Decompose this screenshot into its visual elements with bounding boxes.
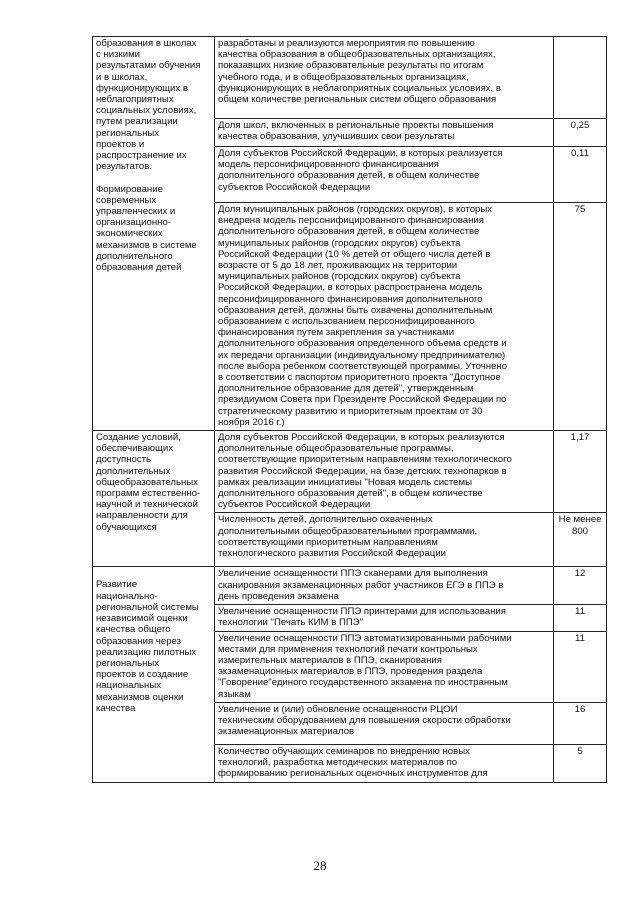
indicator-value <box>554 37 607 119</box>
section-label: образования в школах с низкими результатами обучения и в школах, функционирующих в неблагоприятных социальных условиях, путем реализации региональных проектов и распространение их результатов. Формирование современных управленческих и организационно- экономических механизмов в системе дополнительного образования детей <box>93 37 215 431</box>
indicator-text: Увеличение оснащенности ППЭ принтерами для использования технологии "Печать КИМ в ППЭ" <box>215 605 554 631</box>
indicator-text: Доля школ, включенных в региональные проекты повышения качества образования, улучшивших свои результаты <box>215 119 554 147</box>
table-row <box>93 431 607 513</box>
indicator-text: Увеличение оснащенности ППЭ автоматизированными рабочими местами для применения технологий печати контрольных измерительных материалов в ППЭ, сканирования экзаменационных материалов в ППЭ, проведения раздела "Говорение"единого государственного экзамена по иностранным языкам <box>215 631 554 702</box>
section-label: Создание условий, обеспечивающих доступность дополнительных общеобразовательных программ естественно- научной и технической направленности для обучающихся <box>93 431 215 567</box>
section-label: Развитие национально- региональной системы независимой оценки качества общего образования через реализацию пилотных региональных проектов и создание национальных механизмов оценки качества <box>93 567 215 782</box>
indicator-value: 12 <box>554 567 607 605</box>
indicator-text: Численность детей, дополнительно охваченных дополнительными общеобразовательными программами, соответствующими приоритетным направлениям технологического развития Российской Федерации <box>215 513 554 567</box>
indicators-table <box>92 36 607 783</box>
indicator-text: Увеличение оснащенности ППЭ сканерами для выполнения сканирования экзаменационных работ участников ЕГЭ в ППЭ в день проведения экзамена <box>215 567 554 605</box>
indicator-value: 0,25 <box>554 119 607 147</box>
indicator-value: 16 <box>554 702 607 744</box>
indicator-value: 5 <box>554 744 607 782</box>
indicator-text: Количество обучающих семинаров по внедрению новых технологий, разработка методических материалов по формированию региональных оценочных инструментов для <box>215 744 554 782</box>
indicator-value: 11 <box>554 605 607 631</box>
table-row <box>93 37 607 119</box>
indicator-text: разработаны и реализуются мероприятия по повышению качества образования в общеобразовательных организациях, показавших низкие образовательные результаты по итогам учебного года, и в общеобразовательных организациях, функционирующих в неблагоприятных социальных условиях, в общем количестве региональных систем общего образования <box>215 37 554 119</box>
page-number: 28 <box>313 858 327 873</box>
indicator-value: 11 <box>554 631 607 702</box>
indicator-value: 75 <box>554 203 607 431</box>
indicator-value: 1,17 <box>554 431 607 513</box>
table-row <box>93 567 607 605</box>
indicator-value: 0,11 <box>554 147 607 203</box>
indicator-text: Доля муниципальных районов (городских округов), в которых внедрена модель персонифицированного финансирования дополнительного образования детей, в общем количестве муниципальных районов (городских округов) субъекта Российской Федерации (10 % детей от общего числа детей в возрасте от 5 до 18 лет, проживающих на территории муниципальных районов (городских округов) субъекта Российской Федерации, в которых распространена модель персонифицированного финансирования дополнительного образования детей, должны быть охвачены дополнительным образованием с использованием персонифицированного финансирования путем закрепления за участниками дополнительного образования определенного объема средств и их передачи организации (индивидуальному предпринимателю) после выбора ребенком соответствующей программы. Уточнено в соответствии с паспортом приоритетного проекта "Доступное дополнительное образование для детей", утвержденным президиумом Совета при Президенте Российской Федерации по стратегическому развитию и приоритетным проектам от 30 ноября 2016 г.) <box>215 203 554 431</box>
indicator-text: Доля субъектов Российской Федерации, в которых реализуются дополнительные общеобразовательные программы, соответствующие приоритетным направлениям технологического развития Российской Федерации, на базе детских технопарков в рамках реализации инициативы "Новая модель системы дополнительного образования детей", в общем количестве субъектов Российской Федерации <box>215 431 554 513</box>
indicator-value: Не менее 800 <box>554 513 607 567</box>
indicator-text: Увеличение и (или) обновление оснащенности РЦОИ техническим оборудованием для повышения скорости обработки экзаменационных материалов <box>215 702 554 744</box>
indicator-text: Доля субъектов Российской Федерации, в которых реализуется модель персонифицированного финансирования дополнительного образования детей, в общем количестве субъектов Российской Федерации <box>215 147 554 203</box>
